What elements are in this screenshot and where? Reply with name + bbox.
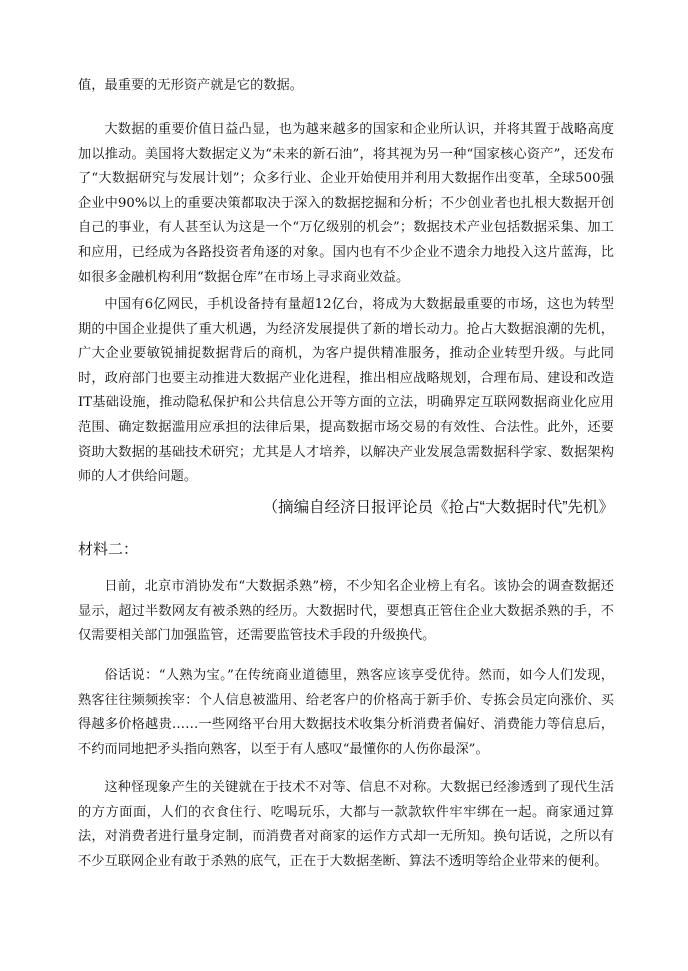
paragraph-continuation: 值，最重要的无形资产就是它的数据。 [78,78,304,93]
source-citation: （摘编自经济日报评论员《抢占“大数据时代”先机》 [262,499,614,516]
material-two-heading: 材料二： [78,541,139,558]
paragraph-information-asymmetry: 这种怪现象产生的关键就在于技术不对等、信息不对称。大数据已经渗透到了现代生活的方方面面，人们的衣食住行、吃喝玩乐，大都与一款款软件牢牢绑在一起。商家通过算法，对消费者进行量身定制，而消费者对商家的运作方式却一无所知。换句话说，之所以有不少互联网企业有敢于杀熟的底气，正在于大数据垄断、算法不透明等给企业带来的便利。 [78,780,614,869]
paragraph-big-data-value: 大数据的重要价值日益凸显，也为越来越多的国家和企业所认识，并将其置于战略高度加以推动。美国将大数据定义为“未来的新石油”，将其视为另一种“国家核心资产”，还发布了“大数据研究与发展计划”；众多行业、企业开始使用并利用大数据作出变革，全球500强企业中90%以上的重要决策都取决于深入的数据挖掘和分析；不少创业者也扎根大数据开创自己的事业，有人甚至认为这是一个“万亿级别的机会”；数据技术产业包括数据采集、加工和应用，已经成为各路投资者角逐的对象。国内也有不少企业不遗余力地投入这片蓝海，比如很多金融机构利用“数据仓库”在市场上寻求商业效益。 [78,122,614,285]
paragraph-price-discrimination-list: 日前，北京市消协发布“大数据杀熟”榜，不少知名企业榜上有名。该协会的调查数据还显示，超过半数网友有被杀熟的经历。大数据时代，要想真正管住企业大数据杀熟的手，不仅需要相关部门加强监管，还需要监管技术手段的升级换代。 [78,579,614,644]
paragraph-china-market: 中国有6亿网民，手机设备持有量超12亿台，将成为大数据最重要的市场，这也为转型期的中国企业提供了重大机遇，为经济发展提供了新的增长动力。抢占大数据浪潮的先机，广大企业要敏锐捕捉数据背后的商机，为客户提供精准服务，推动企业转型升级。与此同时，政府部门也要主动推进大数据产业化进程，推出相应战略规划，合理布局、建设和改造IT基础设施，推动隐私保护和公共信息公开等方面的立法，明确界定互联网数据商业化应用范围、确定数据滥用应承担的法律后果，提高数据市场交易的有效性、合法性。此外，还要资助大数据的基础技术研究；尤其是人才培养，以解决产业发展急需数据科学家、数据架构师的人才供给问题。 [78,297,614,485]
paragraph-regular-customers: 俗话说：“人熟为宝。”在传统商业道德里，熟客应该享受优待。然而，如今人们发现，熟客往往频频挨宰：个人信息被滥用、给老客户的价格高于新手价、专拣会员定向涨价、买得越多价格越贵……一些网络平台用大数据技术收集分析消费者偏好、消费能力等信息后，不约而同地把矛头指向熟客，以至于有人感叹“最懂你的人伤你最深”。 [78,668,614,757]
